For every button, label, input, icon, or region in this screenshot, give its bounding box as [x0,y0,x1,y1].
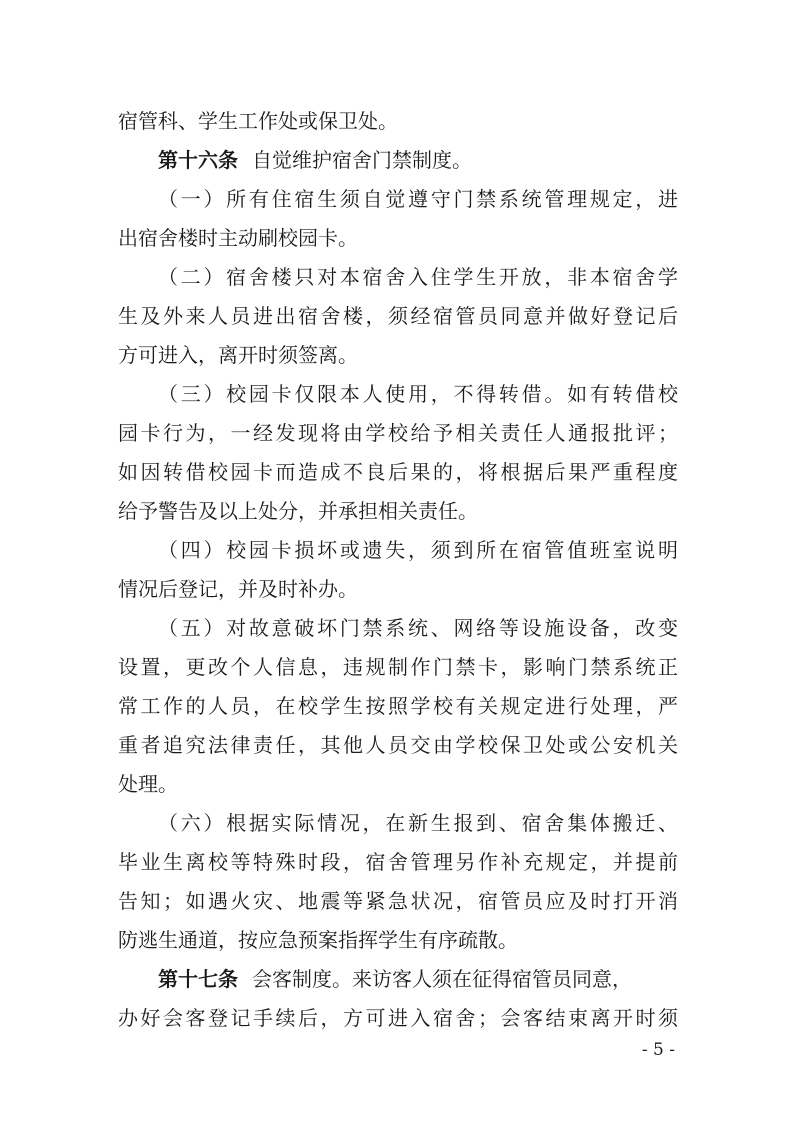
text-line: 处理。 [118,772,178,796]
text-line: 常工作的人员，在校学生按照学校有关规定进行处理，严 [118,694,678,718]
text-line: 生及外来人员进出宿舍楼，须经宿管员同意并做好登记后 [118,304,678,328]
article-text: 会客制度。来访客人须在征得宿管员同意， [252,967,632,991]
text-line: 方可进入，离开时须签离。 [118,343,358,367]
article-heading: 第十六条 [158,148,238,172]
text-line: 告知；如遇火灾、地震等紧急状况，宿管员应及时打开消 [118,889,678,913]
text-line: 出宿舍楼时主动刷校园卡。 [118,226,358,250]
text-line: 重者追究法律责任，其他人员交由学校保卫处或公安机关 [118,733,678,757]
text-line: 园卡行为，一经发现将由学校给予相关责任人通报批评； [118,421,678,445]
text-line: 给予警告及以上处分，并承担相关责任。 [118,499,478,523]
text-line: 设置，更改个人信息，违规制作门禁卡，影响门禁系统正 [118,655,678,679]
text-line: （五）对故意破坏门禁系统、网络等设施设备，改变 [158,616,678,640]
text-line: 宿管科、学生工作处或保卫处。 [118,109,398,133]
text-line: 毕业生离校等特殊时段，宿舍管理另作补充规定，并提前 [118,850,678,874]
article-text: 自觉维护宿舍门禁制度。 [252,148,472,172]
text-line: （六）根据实际情况，在新生报到、宿舍集体搬迁、 [158,811,678,835]
article-heading: 第十七条 [158,967,238,991]
page-number: - 5 - [641,1040,675,1060]
text-line: （二）宿舍楼只对本宿舍入住学生开放，非本宿舍学 [158,265,678,289]
article-16-line [158,145,678,175]
text-line: （四）校园卡损坏或遗失，须到所在宿管值班室说明 [158,538,678,562]
text-line: 如因转借校园卡而造成不良后果的，将根据后果严重程度 [118,460,678,484]
text-line: （一）所有住宿生须自觉遵守门禁系统管理规定，进 [158,187,678,211]
article-17-line [158,964,678,994]
text-line: 情况后登记，并及时补办。 [118,577,358,601]
text-line: 防逃生通道，按应急预案指挥学生有序疏散。 [118,928,518,952]
text-line: 办好会客登记手续后，方可进入宿舍；会客结束离开时须 [118,1006,678,1030]
text-line: （三）校园卡仅限本人使用，不得转借。如有转借校 [158,382,678,406]
